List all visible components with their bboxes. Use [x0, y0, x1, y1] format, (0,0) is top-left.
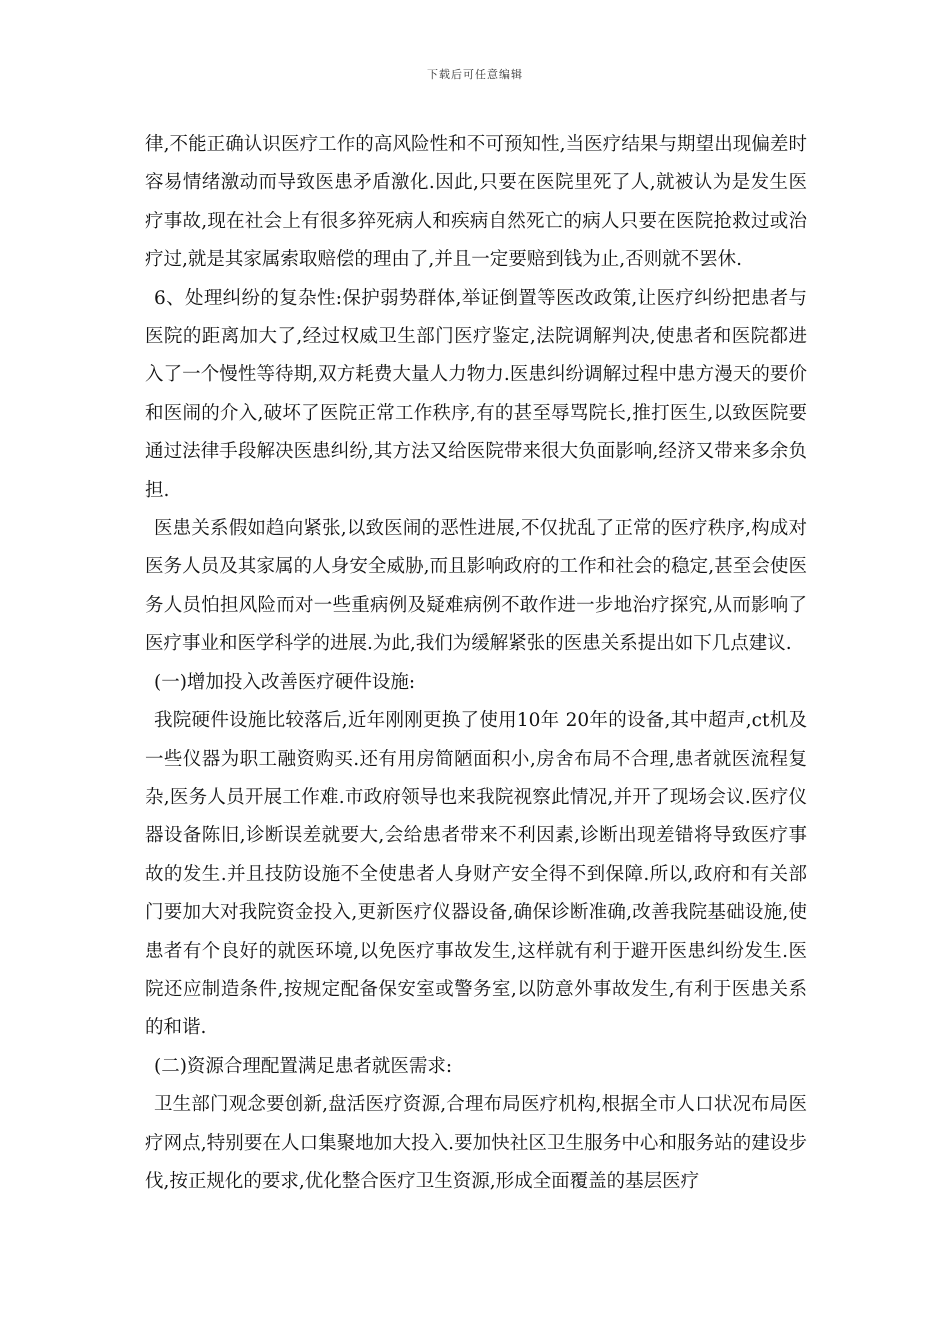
- section-heading-1: (一)增加投入改善医疗硬件设施:: [154, 671, 416, 693]
- paragraph-continuation: 律,不能正确认识医疗工作的高风险性和不可预知性,当医疗结果与期望出现偏差时容易情绪激动而导致医患矛盾激化.因此,只要在医院里死了人,就被认为是发生医疗事故,现在社会上有很多猝死病人和疾病自然死亡的病人只要在医院抢救过或治疗过,就是其家属索取赔偿的理由了,并且一定要赔到钱为止,否则就不罢休.: [145, 134, 807, 271]
- paragraph-dispute-complexity: 6、处理纠纷的复杂性:保护弱势群体,举证倒置等医改政策,让医疗纠纷把患者与医院的距离加大了,经过权威卫生部门医疗鉴定,法院调解判决,使患者和医院都进入了一个慢性等待期,双方耗费大量人力物力.医患纠纷调解过程中患方漫天的要价和医闹的介入,破坏了医院正常工作秩序,有的甚至辱骂院长,推打医生,以致医院要通过法律手段解决医患纠纷,其方法又给医院带来很大负面影响,经济又带来多余负担.: [145, 287, 807, 501]
- paragraph-hardware-investment: 我院硬件设施比较落后,近年刚刚更换了使用10年 20年的设备,其中超声,ct机及一些仪器为职工融资购买.还有用房简陋面积小,房舍布局不合理,患者就医流程复杂,医务人员开展工作难.市政府领导也来我院视察此情况,并开了现场会议.医疗仪器设备陈旧,诊断误差就要大,会给患者带来不利因素,诊断出现差错将导致医疗事故的发生.并且技防设施不全使患者人身财产安全得不到保障.所以,政府和有关部门要加大对我院资金投入,更新医疗仪器设备,确保诊断准确,改善我院基础设施,使患者有个良好的就医环境,以免医疗事故发生,这样就有利于避开医患纠纷发生.医院还应制造条件,按规定配备保安室或警务室,以防意外事故发生,有利于医患关系的和谐.: [145, 710, 807, 1039]
- section-heading-2: (二)资源合理配置满足患者就医需求:: [154, 1055, 453, 1077]
- document-body: [145, 126, 807, 1201]
- paragraph-tension-consequences: 医患关系假如趋向紧张,以致医闹的恶性进展,不仅扰乱了正常的医疗秩序,构成对医务人员及其家属的人身安全威胁,而且影响政府的工作和社会的稳定,甚至会使医务人员怕担风险而对一些重病例及疑难病例不敢作进一步地治疗探究,从而影响了医疗事业和医学科学的进展.为此,我们为缓解紧张的医患关系提出如下几点建议.: [145, 518, 807, 655]
- page-header-note: 下载后可任意编辑: [427, 68, 523, 81]
- paragraph-resource-allocation: 卫生部门观念要创新,盘活医疗资源,合理布局医疗机构,根据全市人口状况布局医疗网点,特别要在人口集聚地加大投入.要加快社区卫生服务中心和服务站的建设步伐,按正规化的要求,优化整合医疗卫生资源,形成全面覆盖的基层医疗: [145, 1094, 807, 1192]
